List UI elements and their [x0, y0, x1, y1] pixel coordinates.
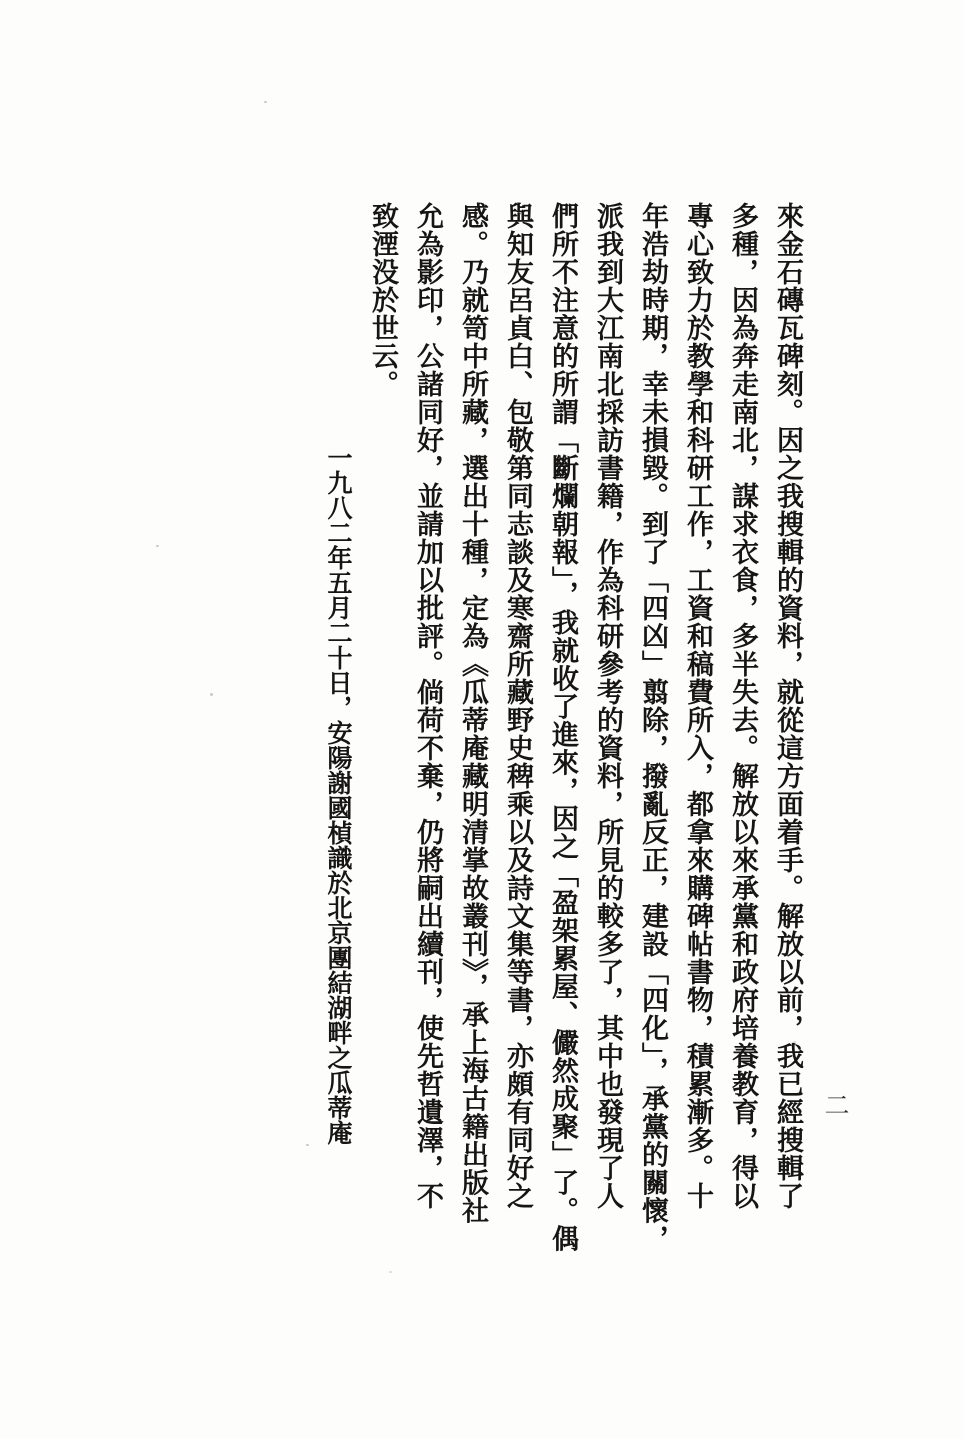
text-column-4: 年浩劫時期，幸未損毀。到了「四凶」翦除，撥亂反正，建設「四化」，承黨的關懷，: [638, 202, 668, 1253]
preface-text-block: [315, 202, 810, 1257]
text-column-1: 來金石磚瓦碑刻。因之我搜輯的資料，就從這方面着手。解放以前，我已經搜輯了: [773, 202, 803, 1210]
text-column-3: 專心致力於教學和科研工作，工資和稿費所入，都拿來購碑帖書物，積累漸多。十: [683, 202, 713, 1210]
text-column-5: 派我到大江南北採訪書籍，作為科研參考的資料，所見的較多了，其中也發現了人: [593, 202, 623, 1210]
text-column-2: 多種，因為奔走南北，謀求衣食，多半失去。解放以來承黨和政府培養教育，得以: [728, 202, 758, 1210]
text-column-7: 與知友呂貞白、包敬第同志談及寒齋所藏野史稗乘以及詩文集等書，亦頗有同好之: [503, 202, 533, 1210]
scan-speck: [156, 545, 159, 547]
text-column-8: 感。乃就笥中所藏，選出十種，定為《瓜蒂庵藏明清掌故叢刊》，承上海古籍出版社: [458, 202, 488, 1225]
scan-speck: [306, 1144, 309, 1146]
text-column-10: 致湮没於世云。: [368, 202, 398, 398]
scan-speck: [793, 1041, 796, 1043]
page-number: 二: [821, 1092, 848, 1117]
text-column-9: 允為影印，公諸同好，並請加以批評。倘荷不棄，仍將嗣出續刊，使先哲遺澤，不: [413, 202, 443, 1210]
scan-speck: [264, 101, 267, 103]
scan-speck: [389, 1271, 392, 1273]
scan-speck: [210, 693, 213, 696]
colophon-date-signature: 一九八二年五月二十日，安陽謝國楨識於北京團結湖畔之瓜蒂庵: [324, 445, 351, 1145]
text-column-6: 們所不注意的所謂「斷爛朝報」，我就收了進來，因之「盈架累屋、儼然成聚」了。偶: [548, 202, 578, 1253]
